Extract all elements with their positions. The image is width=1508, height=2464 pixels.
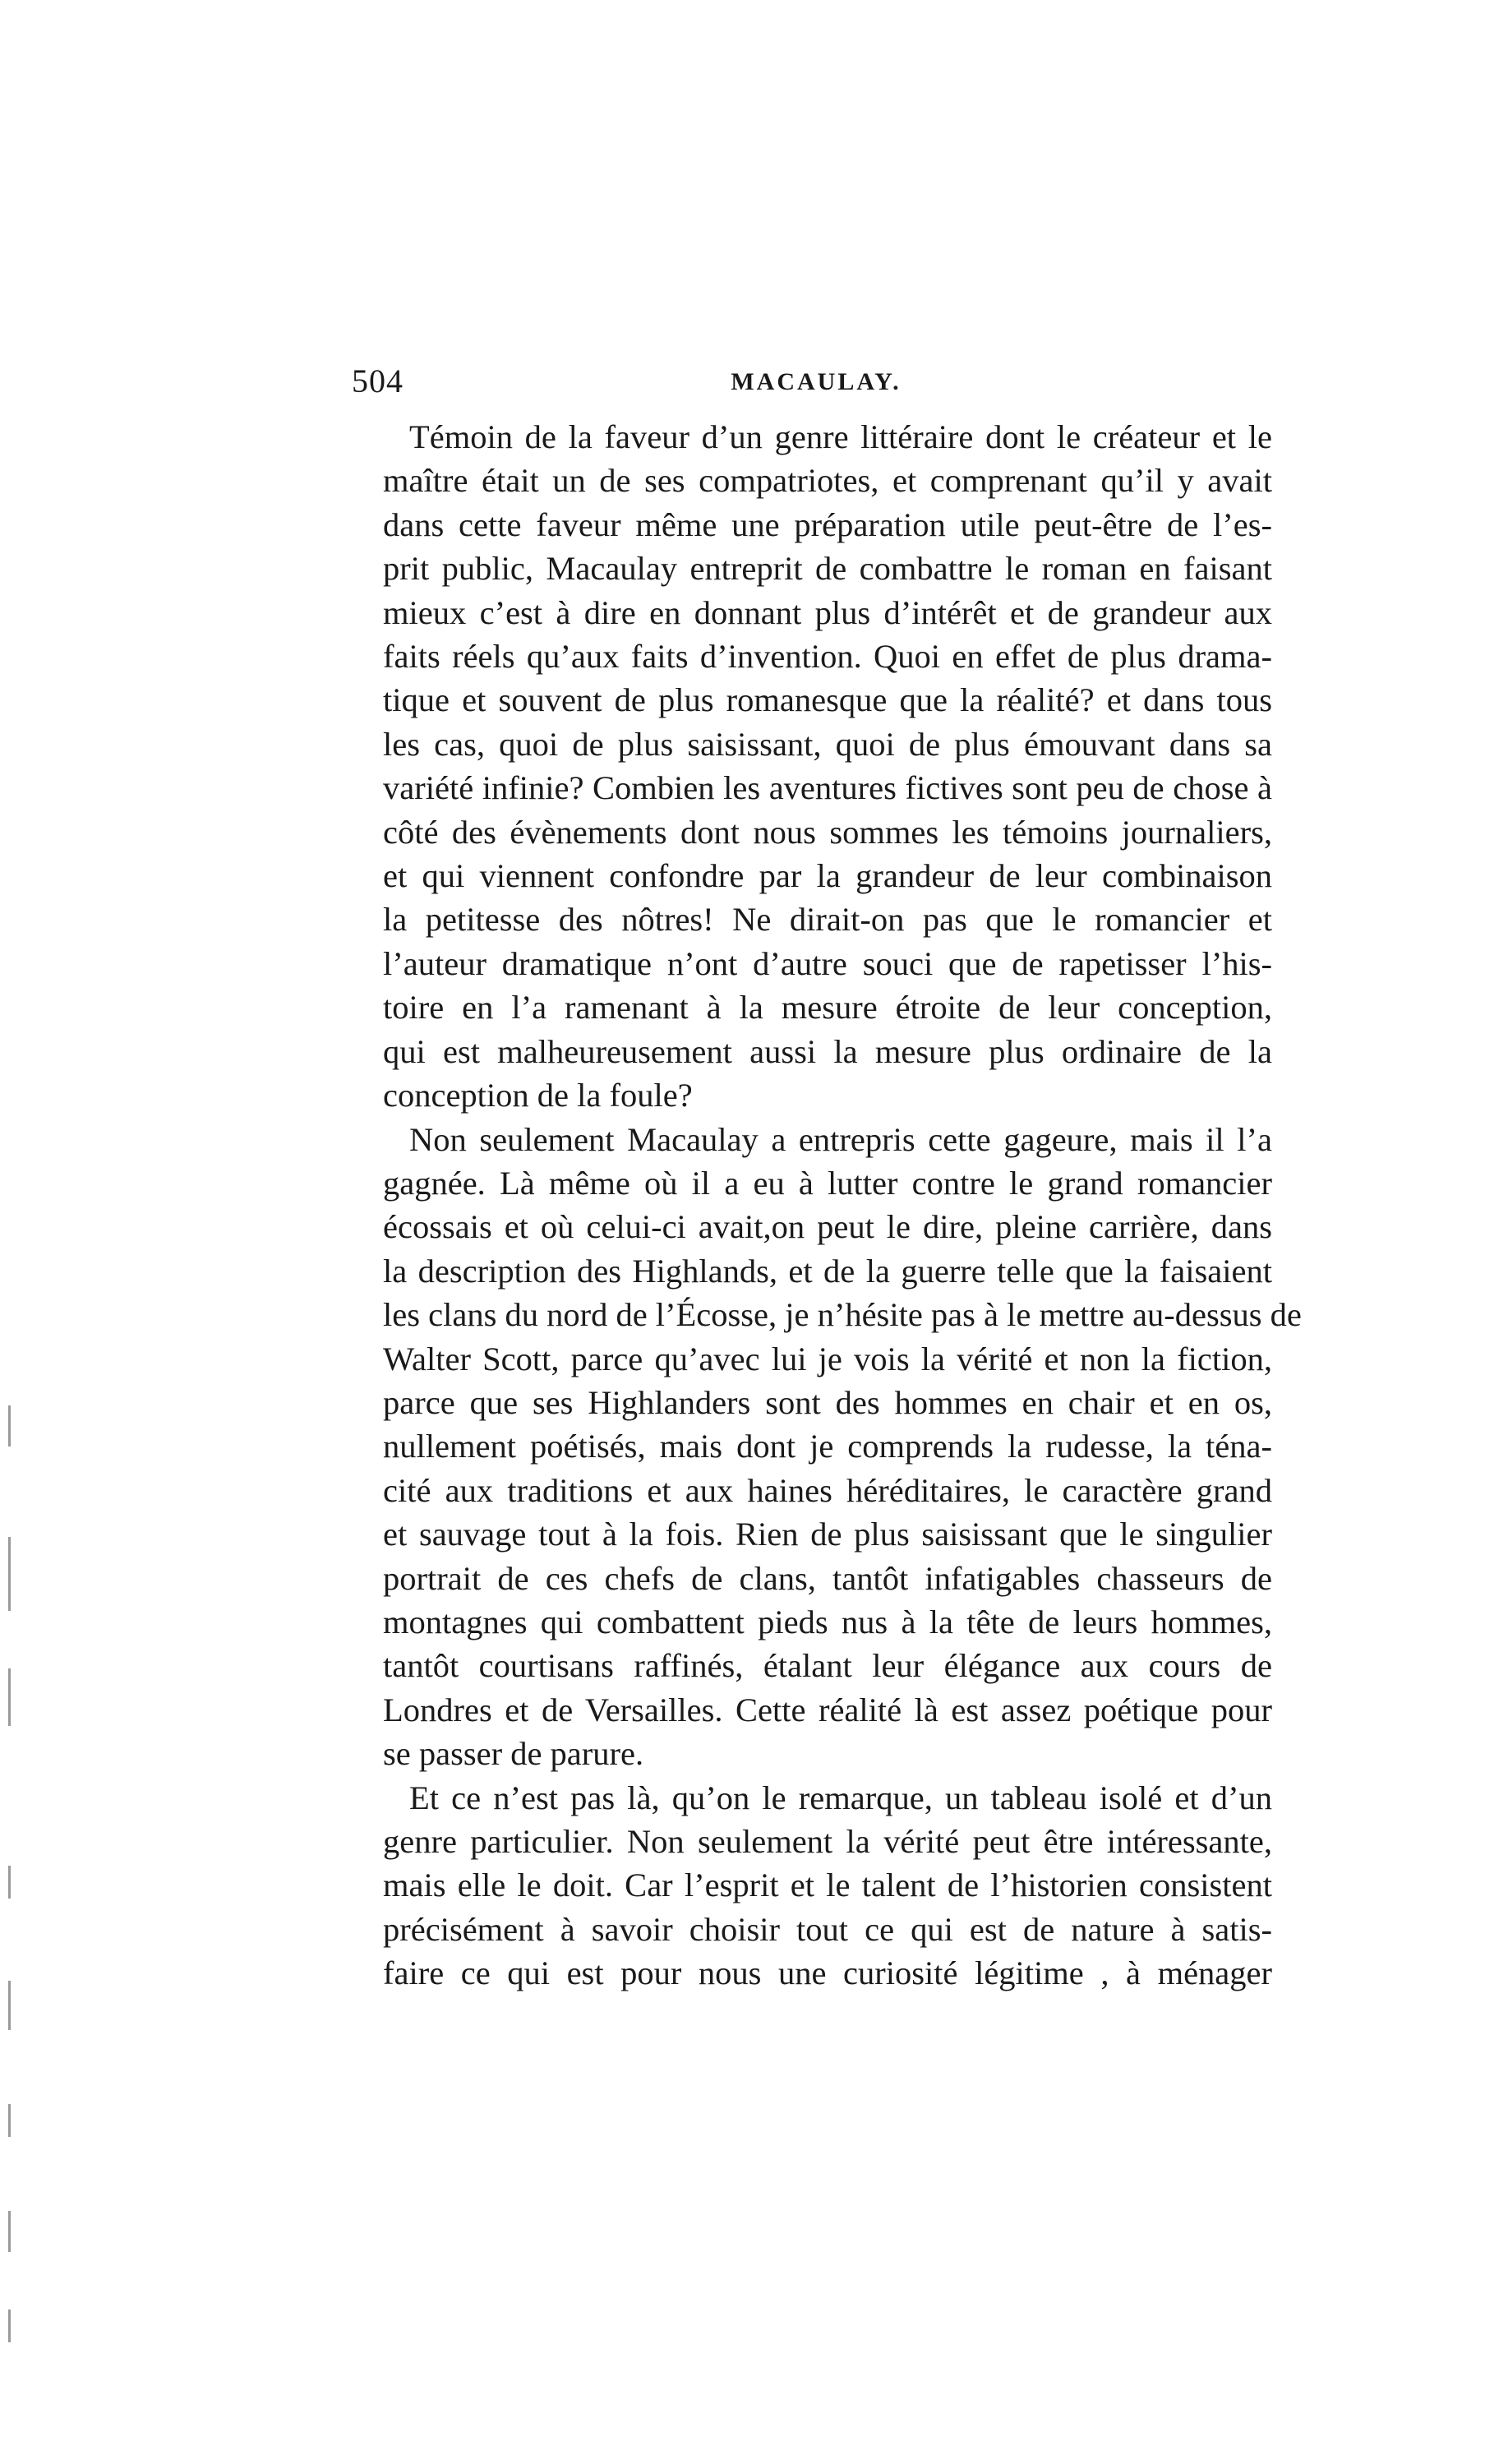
scan-mark [8,1668,11,1726]
text-line: l’auteur dramatique n’ont d’autre souci que de rapetisser l’his- [383,944,1272,982]
text-line: prit public, Macaulay entreprit de combattre le roman en faisant [383,550,1272,588]
text-line: la petitesse des nôtres! Ne dirait-on pas que le romancier et [383,901,1272,939]
text-line: et qui viennent confondre par la grandeur de leur combinaison [383,857,1272,895]
text-line: et sauvage tout à la fois. Rien de plus saisissant que le singulier [383,1516,1272,1553]
scan-mark [8,2104,11,2137]
text-line: précisément à savoir choisir tout ce qui est de nature à satis- [383,1910,1272,1948]
paragraph-3 [383,1776,1272,1996]
scan-mark [8,2211,11,2252]
text-line: écossais et où celui-ci avait,on peut le dire, pleine carrière, dans [383,1208,1272,1246]
text-line: mieux c’est à dire en donnant plus d’intérêt et de grandeur aux [383,593,1272,631]
text-line: maître était un de ses compatriotes, et comprenant qu’il y avait [383,462,1272,500]
text-line: montagnes qui combattent pieds nus à la tête de leurs hommes, [383,1603,1272,1640]
text-line: Londres et de Versailles. Cette réalité là est assez poétique pour [383,1691,1272,1728]
text-line: genre particulier. Non seulement la vérité peut être intéressante, [383,1823,1272,1860]
text-line: se passer de parure. [383,1735,644,1773]
text-line: côté des évènements dont nous sommes les témoins journaliers, [383,813,1272,851]
page-number: 504 [352,362,404,399]
text-line: qui est malheureusement aussi la mesure plus ordinaire de la [383,1032,1272,1070]
text-line: Non seulement Macaulay a entrepris cette gageure, mais il l’a [409,1120,1272,1158]
scan-mark [8,2309,11,2342]
running-head: MACAULAY. [731,368,902,395]
paragraph-1 [383,415,1272,1118]
scan-mark [8,1405,11,1447]
text-line: les clans du nord de l’Écosse, je n’hésite pas à le mettre au-dessus de [383,1296,1302,1334]
text-line: tantôt courtisans raffinés, étalant leur élégance aux cours de [383,1647,1272,1685]
text-line: Témoin de la faveur d’un genre littéraire dont le créateur et le [409,418,1272,455]
text-line: toire en l’a ramenant à la mesure étroite de leur conception, [383,989,1272,1027]
text-line: cité aux traditions et aux haines héréditaires, le caractère grand [383,1471,1272,1509]
page-header [352,362,1280,411]
text-line: faire ce qui est pour nous une curiosité légitime , à ménager [383,1954,1272,1992]
text-line: tique et souvent de plus romanesque que la réalité? et dans tous [383,681,1272,719]
paragraph-2 [383,1118,1302,1776]
text-line: variété infinie? Combien les aventures fictives sont peu de chose à [383,769,1272,807]
text-line: Et ce n’est pas là, qu’on le remarque, un tableau isolé et d’un [409,1779,1272,1816]
text-line: dans cette faveur même une préparation utile peut-être de l’es- [383,505,1272,543]
text-line: les cas, quoi de plus saisissant, quoi de plus émouvant dans sa [383,725,1272,763]
scan-mark [8,1981,11,2030]
text-line: gagnée. Là même où il a eu à lutter contre le grand romancier [383,1164,1272,1202]
scan-mark [8,1866,11,1899]
text-line: Walter Scott, parce qu’avec lui je vois la vérité et non la fiction, [383,1340,1272,1377]
text-line: parce que ses Highlanders sont des hommes en chair et en os, [383,1383,1272,1421]
scan-margin-marks [0,1356,25,2425]
scan-mark [8,1537,11,1611]
body-text [383,415,1302,1996]
text-line: nullement poétisés, mais dont je comprends la rudesse, la téna- [383,1428,1272,1465]
text-line: mais elle le doit. Car l’esprit et le talent de l’historien consistent [383,1866,1272,1904]
text-line: portrait de ces chefs de clans, tantôt infatigables chasseurs de [383,1559,1272,1597]
text-line: la description des Highlands, et de la guerre telle que la faisaient [383,1252,1272,1290]
text-line: conception de la foule? [383,1077,693,1114]
text-line: faits réels qu’aux faits d’invention. Quoi en effet de plus drama- [383,638,1272,676]
